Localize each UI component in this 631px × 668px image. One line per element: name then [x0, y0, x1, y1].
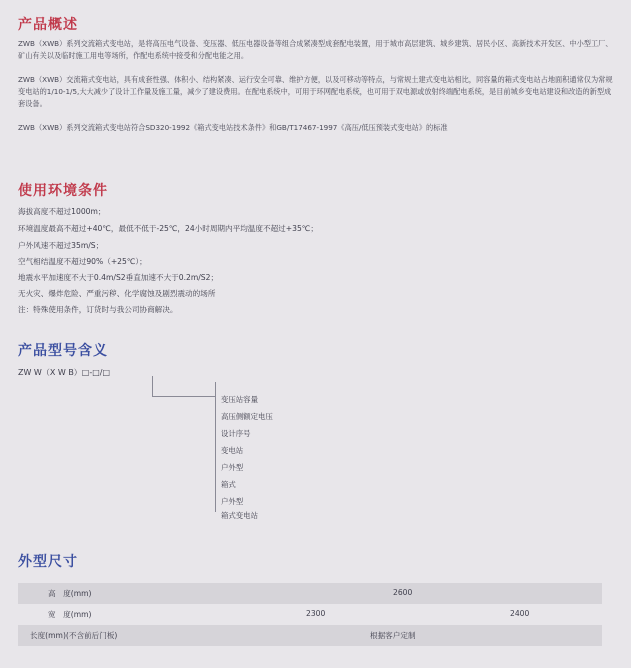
tree-connector — [152, 376, 153, 396]
width-value-2: 2400 — [510, 609, 530, 618]
model-label-box: 箱式 — [221, 480, 236, 489]
row-label-length: 长度(mm)(不含前后门板) — [30, 631, 118, 640]
model-label-capacity: 变压站容量 — [221, 395, 258, 404]
table-row — [18, 604, 602, 625]
table-row — [18, 625, 602, 646]
overview-paragraph-1: ZWB（XWB）系列交流箱式变电站，是将高压电气设备、变压器、低压电器设备等组合成紧凑型成套配电装置，用于城市高层建筑、城乡建筑、居民小区、高新技术开发区、中小型工厂、矿山有关以及临时施工用电等场所，作配电系统中接受和分配电能之用。 — [18, 39, 613, 60]
model-label-substation: 变电站 — [221, 446, 244, 455]
tree-connector — [215, 382, 216, 512]
model-heading: 产品型号含义 — [18, 343, 108, 359]
tree-connector — [152, 396, 216, 397]
model-label-voltage: 高压侧额定电压 — [221, 412, 273, 421]
dimensions-table — [18, 583, 602, 646]
env-seismic: 地震水平加速度不大于0.4m/S2垂直加速不大于0.2m/S2； — [18, 273, 219, 282]
env-temperature: 环境温度最高不超过+40℃，最低不低于-25℃，24小时周期内平均温度不超过+35℃； — [18, 224, 318, 233]
overview-paragraph-2: ZWB（XWB）交流箱式变电站，具有成套性强、体积小、结构紧凑、运行安全可靠、维护方便，以及可移动等特点，与常规土建式变电站相比，同容量的箱式变电站占地面积通常仅为常规变电站的1/10-1/5,大大减少了设计工作量及施工量，减少了建设费用。在配电系统中，可用于环网配电系统，也可用于双电源或放射终端配电系统，是目前城乡变电站建设和改造的新型成套设备。 — [18, 75, 613, 108]
model-label-serial: 设计序号 — [221, 429, 251, 438]
env-wind: 户外风速不超过35m/S； — [18, 241, 104, 250]
env-altitude: 海拔高度不超过1000m； — [18, 207, 106, 216]
row-label-height: 高 度(mm) — [48, 589, 92, 598]
env-hazards: 无火灾、爆炸危险、严重污秽、化学腐蚀及剧烈震动的场所 — [18, 289, 216, 298]
overview-heading: 产品概述 — [18, 17, 78, 33]
env-note: 注：特殊使用条件，订货时与我公司协商解决。 — [18, 305, 178, 314]
overview-paragraph-3: ZWB（XWB）系列交流箱式变电站符合SD320-1992《箱式变电站技术条件》和GB/T17467-1997《高压/低压预装式变电站》的标准 — [18, 123, 448, 132]
model-label-box-substation: 箱式变电站 — [221, 511, 258, 520]
env-humidity: 空气相结温度不超过90%（+25℃）； — [18, 257, 147, 266]
height-value: 2600 — [393, 588, 413, 597]
row-label-width: 宽 度(mm) — [48, 610, 92, 619]
table-row — [18, 583, 602, 604]
model-label-outdoor-2: 户外型 — [221, 497, 244, 506]
model-label-outdoor: 户外型 — [221, 463, 244, 472]
width-value-1: 2300 — [306, 609, 326, 618]
length-value: 根据客户定制 — [370, 631, 416, 640]
dimensions-heading: 外型尺寸 — [18, 554, 78, 570]
environment-heading: 使用环境条件 — [18, 183, 108, 199]
model-code: ZW W（X W B）□-□/□ — [18, 368, 111, 377]
